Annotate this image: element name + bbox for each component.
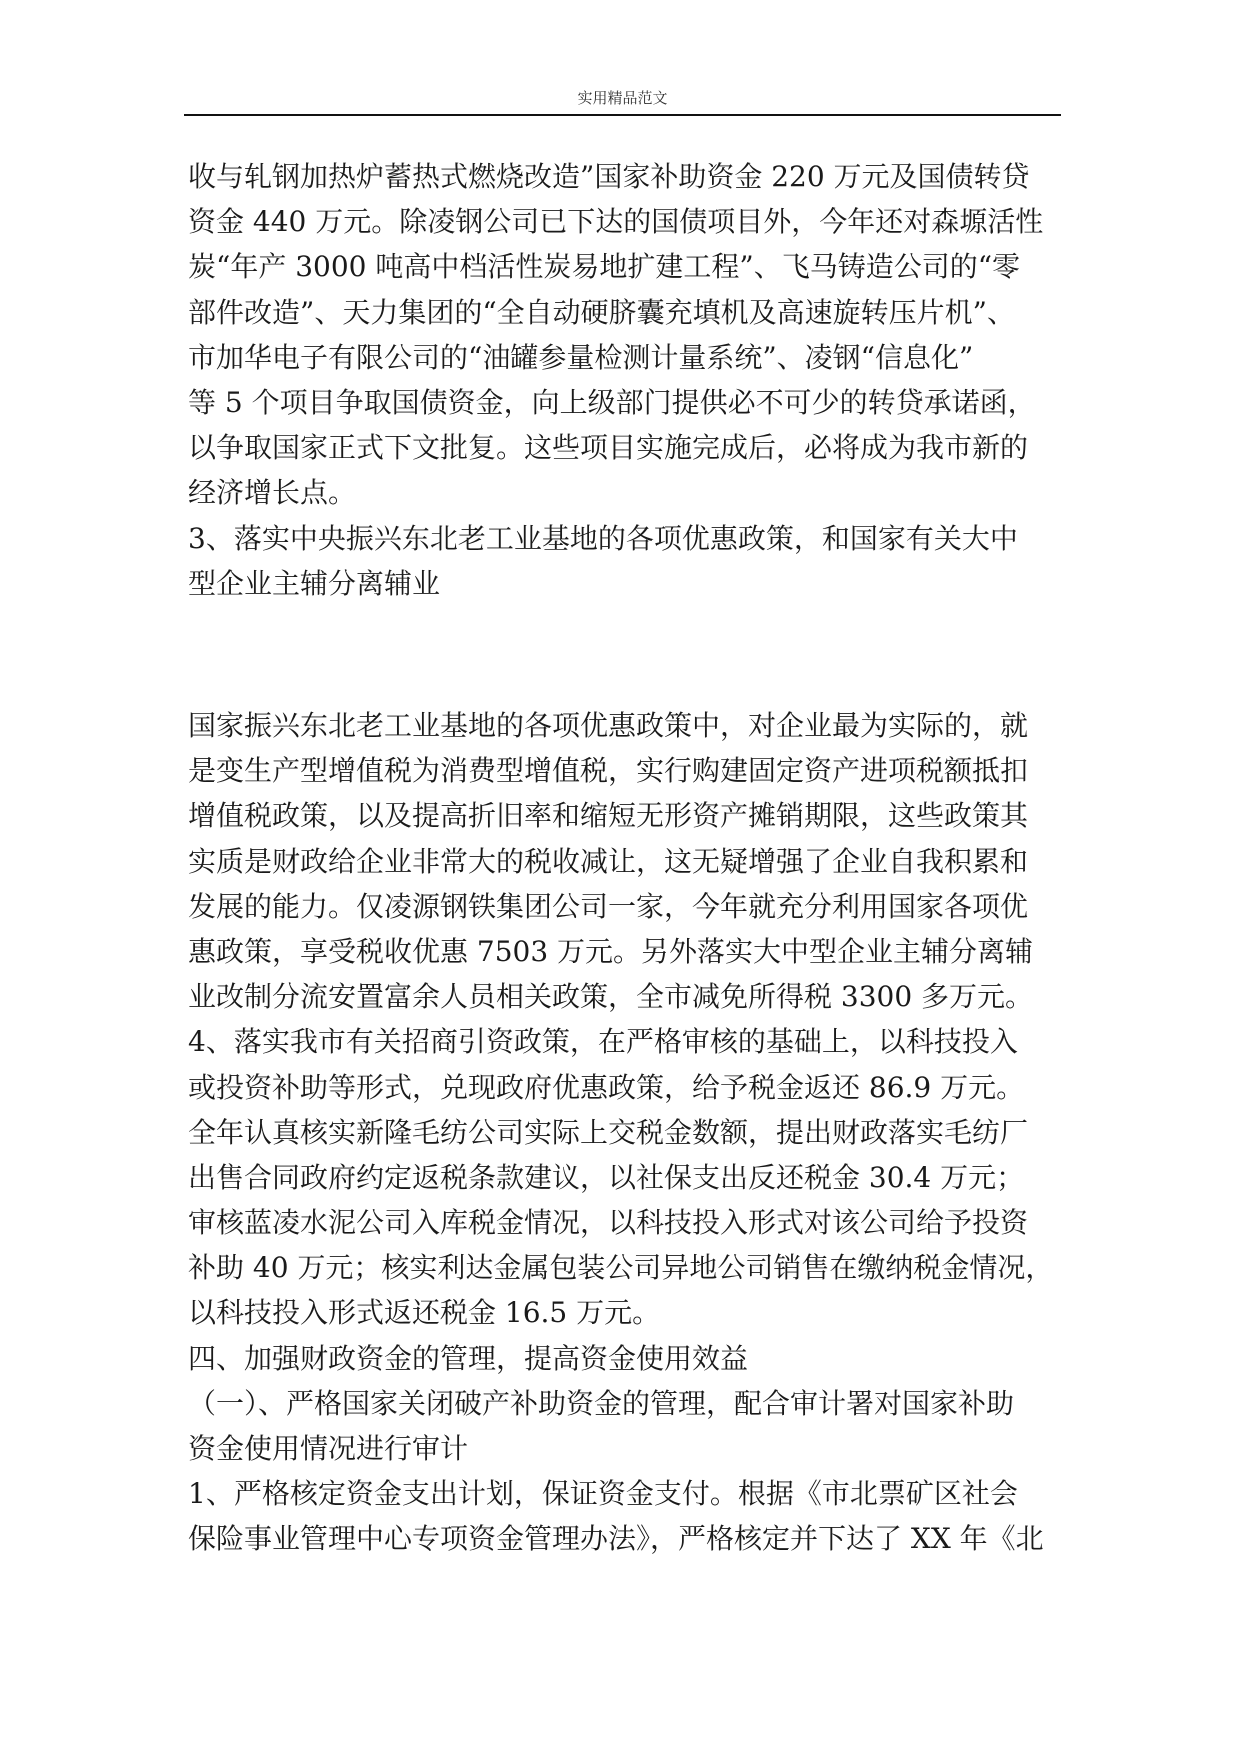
section-heading: 1、严格核定资金支出计划，保证资金支付。根据《市北票矿区社会 bbox=[188, 1477, 1018, 1511]
text-line: 是变生产型增值税为消费型增值税，实行购建固定资产进项税额抵扣 bbox=[188, 754, 1029, 788]
text-line: 保险事业管理中心专项资金管理办法》，严格核定并下达了 XX 年《北 bbox=[188, 1522, 1044, 1556]
text-line: 实质是财政给企业非常大的税收减让，这无疑增强了企业自我积累和 bbox=[188, 844, 1029, 878]
text-line: 国家振兴东北老工业基地的各项优惠政策中，对企业最为实际的，就 bbox=[188, 709, 1029, 742]
text-line: 出售合同政府约定返税条款建议，以社保支出反还税金 30.4 万元； bbox=[188, 1160, 1025, 1194]
text-line: 资金 440 万元。除凌钢公司已下达的国债项目外，今年还对森塬活性 bbox=[188, 205, 1044, 239]
text-line: 补助 40 万元；核实利达金属包装公司异地公司销售在缴纳税金情况， bbox=[188, 1251, 1054, 1285]
section-heading: 3、落实中央振兴东北老工业基地的各项优惠政策，和国家有关大中 bbox=[188, 521, 1018, 555]
section-heading: 4、落实我市有关招商引资政策，在严格审核的基础上，以科技投入 bbox=[188, 1025, 1018, 1059]
text-line: 收与轧钢加热炉蓄热式燃烧改造”国家补助资金 220 万元及国债转贷 bbox=[188, 160, 1030, 193]
header-divider bbox=[184, 114, 1061, 116]
text-line: 审核蓝凌水泥公司入库税金情况，以科技投入形式对该公司给予投资 bbox=[188, 1206, 1029, 1240]
running-header: 实用精品范文 bbox=[577, 89, 668, 107]
text-block-upper bbox=[188, 154, 1068, 606]
text-line: 经济增长点。 bbox=[188, 476, 357, 510]
section-heading: （一）、严格国家关闭破产补助资金的管理，配合审计署对国家补助 bbox=[188, 1386, 1015, 1420]
text-line: 增值税政策，以及提高折旧率和缩短无形资产摊销期限，这些政策其 bbox=[188, 799, 1029, 833]
text-line: 以争取国家正式下文批复。这些项目实施完成后，必将成为我市新的 bbox=[188, 431, 1029, 465]
text-line: 部件改造”、天力集团的“全自动硬脐囊充填机及高速旋转压片机”、 bbox=[188, 295, 1015, 329]
section-heading: 资金使用情况进行审计 bbox=[188, 1432, 469, 1465]
text-line: 或投资补助等形式，兑现政府优惠政策，给予税金返还 86.9 万元。 bbox=[188, 1070, 1025, 1104]
text-block-lower bbox=[188, 703, 1068, 1562]
text-line: 以科技投入形式返还税金 16.5 万元。 bbox=[188, 1296, 661, 1330]
text-line: 炭“年产 3000 吨高中档活性炭易地扩建工程”、飞马铸造公司的“零 bbox=[188, 250, 1021, 284]
text-line: 业改制分流安置富余人员相关政策，全市减免所得税 3300 多万元。 bbox=[188, 980, 1034, 1014]
text-line: 惠政策，享受税收优惠 7503 万元。另外落实大中型企业主辅分离辅 bbox=[188, 934, 1034, 968]
text-line: 等 5 个项目争取国债资金，向上级部门提供必不可少的转贷承诺函， bbox=[188, 385, 1036, 419]
section-heading: 四、加强财政资金的管理，提高资金使用效益 bbox=[188, 1341, 749, 1375]
text-line: 市加华电子有限公司的“油罐参量检测计量系统”、凌钢“信息化” bbox=[188, 340, 974, 374]
section-heading: 型企业主辅分离辅业 bbox=[188, 566, 441, 600]
text-line: 发展的能力。仅凌源钢铁集团公司一家，今年就充分利用国家各项优 bbox=[188, 889, 1029, 923]
text-line: 全年认真核实新隆毛纺公司实际上交税金数额，提出财政落实毛纺厂 bbox=[188, 1115, 1029, 1149]
